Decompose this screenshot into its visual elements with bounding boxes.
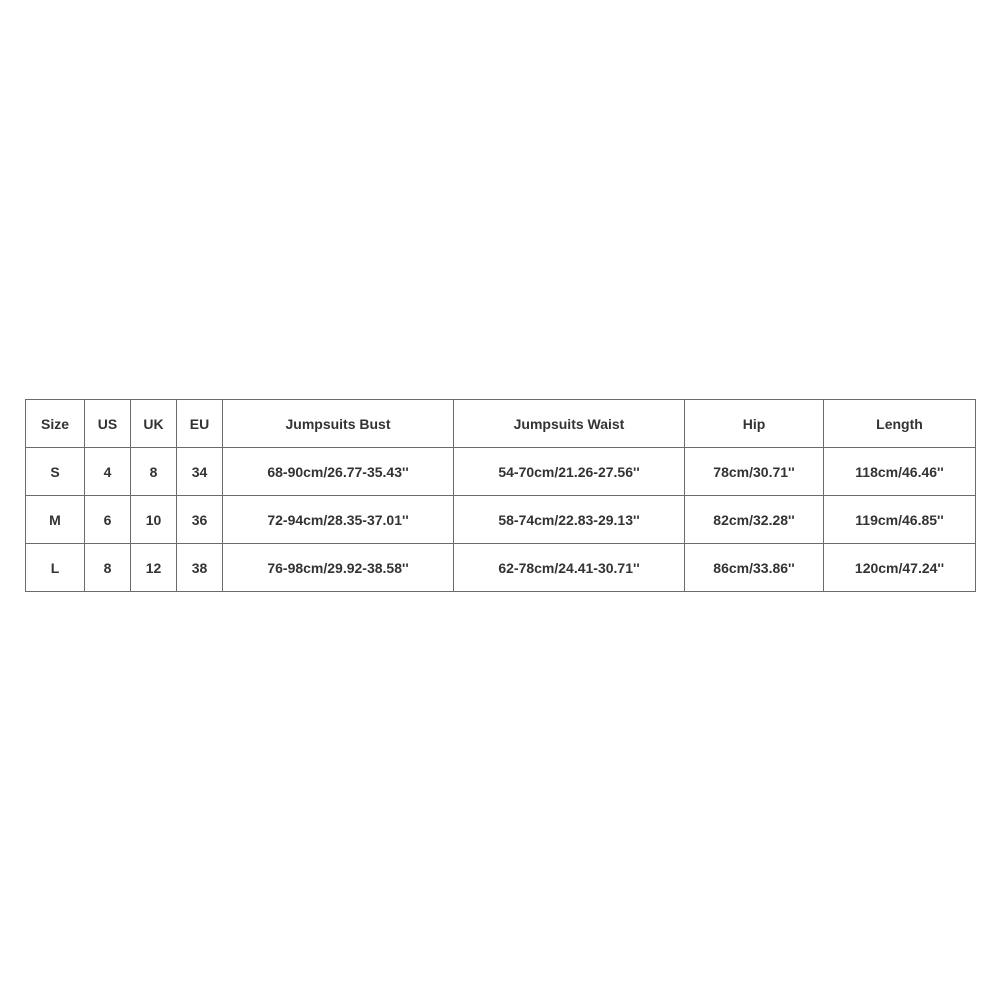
cell-bust: 68-90cm/26.77-35.43''	[223, 448, 454, 496]
cell-hip: 78cm/30.71''	[685, 448, 824, 496]
cell-length: 120cm/47.24''	[824, 544, 976, 592]
size-chart-table	[25, 399, 976, 592]
cell-hip: 86cm/33.86''	[685, 544, 824, 592]
cell-size: M	[26, 496, 85, 544]
cell-size: S	[26, 448, 85, 496]
cell-hip: 82cm/32.28''	[685, 496, 824, 544]
cell-eu: 38	[177, 544, 223, 592]
header-uk: UK	[131, 400, 177, 448]
header-hip: Hip	[685, 400, 824, 448]
header-size: Size	[26, 400, 85, 448]
cell-uk: 12	[131, 544, 177, 592]
cell-length: 118cm/46.46''	[824, 448, 976, 496]
header-row	[26, 400, 976, 448]
table-row	[26, 544, 976, 592]
cell-size: L	[26, 544, 85, 592]
cell-waist: 58-74cm/22.83-29.13''	[454, 496, 685, 544]
cell-waist: 54-70cm/21.26-27.56''	[454, 448, 685, 496]
table-row	[26, 496, 976, 544]
cell-eu: 34	[177, 448, 223, 496]
cell-us: 8	[85, 544, 131, 592]
cell-us: 4	[85, 448, 131, 496]
cell-bust: 72-94cm/28.35-37.01''	[223, 496, 454, 544]
cell-us: 6	[85, 496, 131, 544]
header-waist: Jumpsuits Waist	[454, 400, 685, 448]
cell-waist: 62-78cm/24.41-30.71''	[454, 544, 685, 592]
cell-uk: 10	[131, 496, 177, 544]
header-length: Length	[824, 400, 976, 448]
header-eu: EU	[177, 400, 223, 448]
cell-bust: 76-98cm/29.92-38.58''	[223, 544, 454, 592]
header-bust: Jumpsuits Bust	[223, 400, 454, 448]
header-us: US	[85, 400, 131, 448]
table-row	[26, 448, 976, 496]
cell-length: 119cm/46.85''	[824, 496, 976, 544]
cell-uk: 8	[131, 448, 177, 496]
cell-eu: 36	[177, 496, 223, 544]
